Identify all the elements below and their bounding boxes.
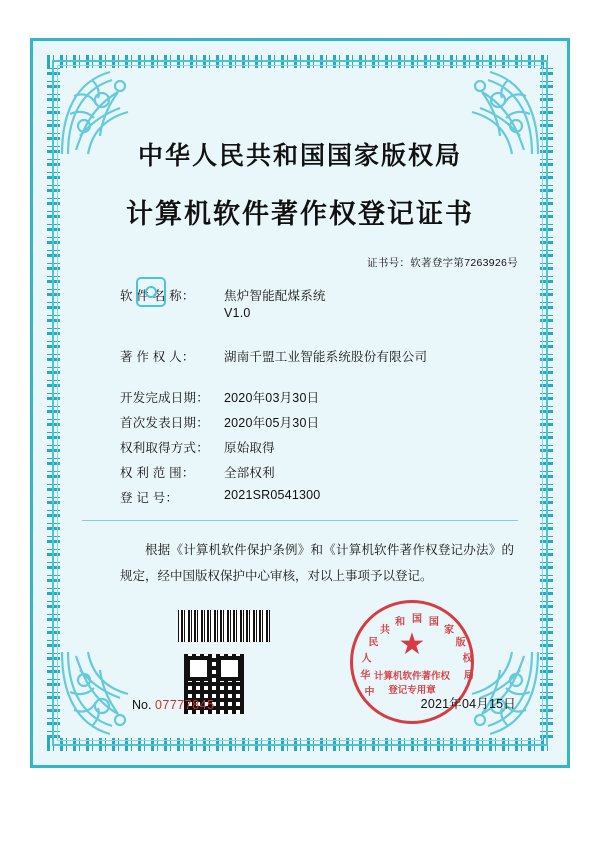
certificate-footer (78, 694, 522, 712)
star-icon: ★ (398, 628, 426, 661)
issuer-title: 中华人民共和国国家版权局 (137, 143, 462, 170)
copyright-certificate (30, 38, 570, 768)
field-copyright-owner (120, 347, 512, 365)
field-development-date (120, 388, 512, 406)
issue-date: 2021年04月15日 (420, 697, 516, 711)
software-name-text: 焦炉智能配煤系统 (224, 289, 326, 303)
field-value: 原始取得 (224, 441, 275, 455)
spacer (120, 327, 512, 347)
spacer (120, 372, 512, 388)
software-mark-icon (136, 277, 166, 307)
field-label: 登 记 号： (120, 491, 179, 505)
seal-center-line2: 登记专用章 (388, 685, 436, 696)
legal-statement (78, 537, 522, 590)
serial-number-block (132, 698, 215, 712)
field-rights-scope (120, 463, 512, 481)
serial-prefix: No. (132, 698, 152, 712)
certificate-number: 证书号：软著登字第7263926号 (367, 257, 518, 269)
field-value: 2020年03月30日 (224, 391, 320, 405)
field-label: 权 利 范 围： (120, 466, 195, 480)
certificate-content (78, 94, 522, 728)
field-label: 软 件 名 称： (120, 289, 195, 303)
field-label: 开发完成日期： (120, 391, 209, 405)
field-label: 首次发表日期： (120, 416, 209, 430)
divider (82, 520, 518, 521)
field-value: 湖南千盟工业智能系统股份有限公司 (224, 350, 428, 364)
seal-center-line1: 计算机软件著作权 (373, 672, 450, 682)
field-label: 权利取得方式： (120, 441, 209, 455)
field-value (224, 286, 512, 320)
field-list (78, 286, 522, 506)
field-value: 2021SR0541300 (224, 488, 321, 502)
seal-ring-text: 中 华 人 民 共 和 国 国 家 版 权 局 (360, 614, 474, 699)
serial-number: 07777845 (154, 698, 215, 712)
barcode-icon (178, 610, 270, 642)
field-value: 全部权利 (224, 466, 275, 480)
field-software-name (120, 286, 512, 320)
software-version-text: V1.0 (224, 306, 251, 320)
field-first-publish-date (120, 413, 512, 431)
field-label: 著 作 权 人： (120, 350, 195, 364)
field-acquisition-method (120, 438, 512, 456)
field-registration-number (120, 488, 512, 506)
field-value: 2020年05月30日 (224, 416, 320, 430)
legal-statement-text: 根据《计算机软件保护条例》和《计算机软件著作权登记办法》的规定，经中国版权保护中心审核，对以上事项予以登记。 (120, 543, 514, 584)
document-title: 计算机软件著作权登记证书 (126, 199, 474, 229)
